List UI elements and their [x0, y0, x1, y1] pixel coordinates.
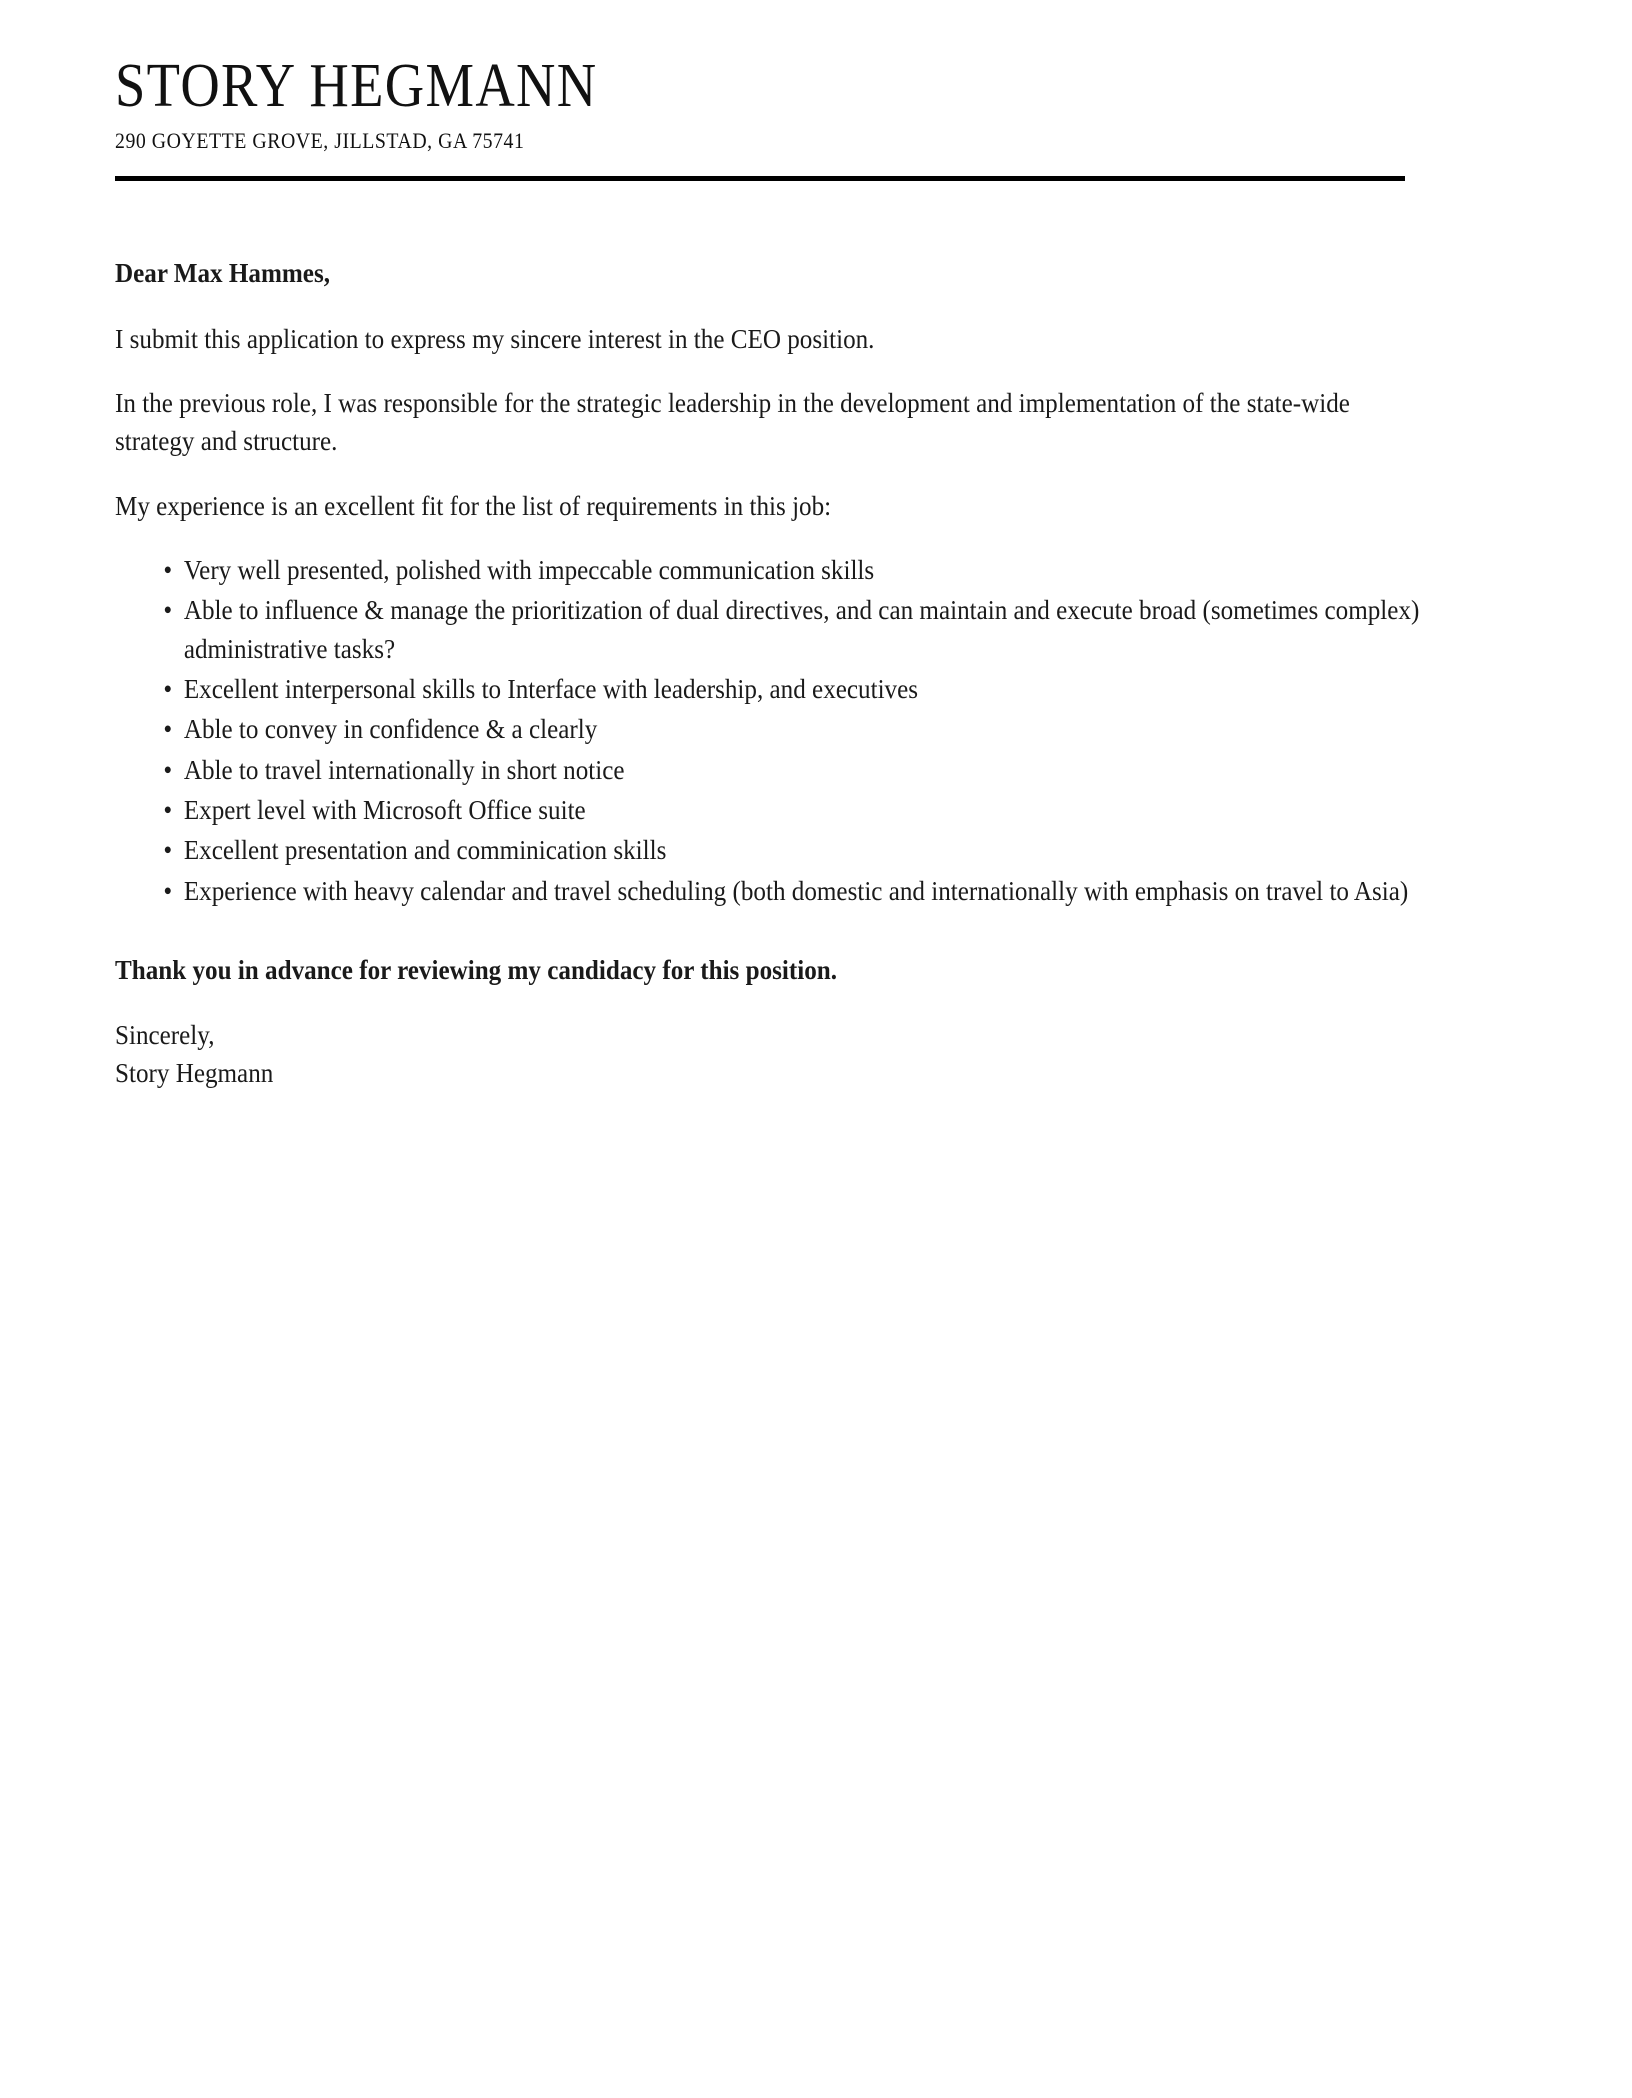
- bullet-icon: •: [163, 875, 173, 906]
- list-item: [163, 591, 1456, 668]
- list-item: [163, 751, 1456, 789]
- closing-statement: Thank you in advance for reviewing my candidacy for this position.: [115, 954, 838, 985]
- signature-block: [115, 1016, 1333, 1093]
- requirements-list: [115, 551, 1456, 910]
- list-item: [163, 710, 1456, 748]
- list-item: [163, 551, 1456, 589]
- bullet-icon: •: [163, 835, 173, 866]
- signoff-name: Story Hegmann: [115, 1058, 274, 1089]
- paragraph-requirements-intro: My experience is an excellent fit for the list of requirements in this job:: [115, 490, 832, 521]
- bullet-icon: •: [163, 714, 173, 745]
- letterhead: [115, 52, 1517, 181]
- list-item: [163, 831, 1456, 869]
- list-item-label: Very well presented, polished with impeccable communication skills: [183, 554, 875, 585]
- bullet-icon: •: [163, 754, 173, 785]
- list-item-label: Excellent interpersonal skills to Interface with leadership, and executives: [183, 673, 919, 704]
- paragraph-intro: I submit this application to express my sincere interest in the CEO position.: [115, 323, 875, 354]
- list-item: [163, 670, 1456, 708]
- signoff-word: Sincerely,: [115, 1019, 215, 1050]
- list-item-label: Able to travel internationally in short notice: [183, 754, 625, 785]
- list-item-label: Able to influence & manage the prioritization of dual directives, and can maintain and execute broad (sometimes complex) administrative tasks?: [183, 595, 1420, 664]
- list-item-label: Able to convey in confidence & a clearly: [183, 714, 598, 745]
- list-item: [163, 872, 1456, 910]
- letterhead-address: 290 GOYETTE GROVE, JILLSTAD, GA 75741: [115, 128, 525, 154]
- paragraph-previous-role: In the previous role, I was responsible for the strategic leadership in the development and implementation of the state-wide strategy and structure.: [115, 388, 1350, 457]
- letter-content: [115, 52, 1517, 1092]
- header-divider: [115, 176, 1405, 181]
- list-item-label: Experience with heavy calendar and travel scheduling (both domestic and internationally with emphasis on travel to Asia): [183, 875, 1409, 906]
- bullet-icon: •: [163, 673, 173, 704]
- bullet-icon: •: [163, 794, 173, 825]
- list-item: [163, 791, 1456, 829]
- list-item-label: Expert level with Microsoft Office suite: [183, 794, 586, 825]
- letter-body: [115, 255, 1425, 1092]
- list-item-label: Excellent presentation and comminication skills: [183, 835, 667, 866]
- bullet-icon: •: [163, 554, 173, 585]
- bullet-icon: •: [163, 595, 173, 626]
- page-title: STORY HEGMANN: [115, 52, 598, 120]
- salutation: Dear Max Hammes,: [115, 258, 331, 289]
